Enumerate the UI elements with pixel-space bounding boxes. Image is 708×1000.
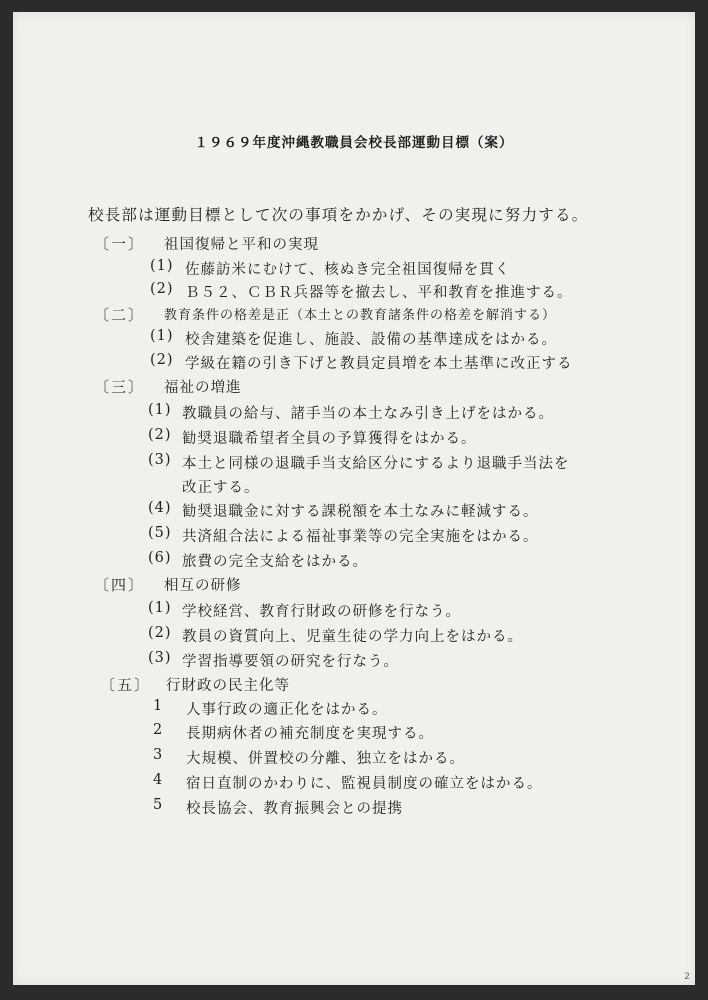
section-3-item-3-num: (3) <box>148 452 172 468</box>
section-5-item-3: 大規模、併置校の分離、独立をはかる。 <box>186 751 465 767</box>
section-3-item-6: 旅費の完全支給をはかる。 <box>182 554 368 570</box>
section-4-item-2: 教員の資質向上、児童生徒の学力向上をはかる。 <box>182 629 523 645</box>
section-3-item-1-num: (1) <box>148 402 172 418</box>
section-4-item-1-num: (1) <box>148 600 172 616</box>
section-2-item-1: 校舎建築を促進し、施設、設備の基準達成をはかる。 <box>185 332 557 348</box>
section-3-item-4-num: (4) <box>148 500 172 516</box>
section-3-item-6-num: (6) <box>148 550 172 566</box>
document-title: １９６９年度沖縄教職員会校長部運動目標（案） <box>194 135 514 151</box>
page-number: 2 <box>684 972 690 982</box>
section-1-marker: 〔一〕 <box>94 235 146 253</box>
intro-text: 校長部は運動目標として次の事項をかかげ、その実現に努力する。 <box>88 206 589 224</box>
section-3-item-5: 共済組合法による福祉事業等の完全実施をはかる。 <box>182 529 539 545</box>
section-2-heading: 教育条件の格差是正（本土との教育諸条件の格差を解消する） <box>164 308 557 323</box>
section-5-item-1-num: 1 <box>153 698 164 714</box>
section-5-item-5-num: 5 <box>153 797 164 813</box>
section-5-item-4: 宿日直制のかわりに、監視員制度の確立をはかる。 <box>186 776 543 792</box>
section-4-item-3: 学習指導要領の研究を行なう。 <box>182 654 399 670</box>
section-4-item-3-num: (3) <box>148 650 172 666</box>
section-2-marker: 〔二〕 <box>94 306 146 324</box>
section-4-item-2-num: (2) <box>148 625 172 641</box>
section-5-heading: 行財政の民主化等 <box>166 678 290 694</box>
section-3-item-5-num: (5) <box>148 525 172 541</box>
section-1-item-2-num: (2) <box>150 281 174 297</box>
section-4-marker: 〔四〕 <box>94 576 146 594</box>
section-4-item-1: 学校経営、教育行財政の研修を行なう。 <box>182 604 461 620</box>
section-3-item-4: 勧奨退職金に対する課税額を本土なみに軽減する。 <box>182 504 539 520</box>
section-1-heading: 祖国復帰と平和の実現 <box>164 237 319 253</box>
section-2-item-2-num: (2) <box>150 352 174 368</box>
section-3-item-1: 教職員の給与、諸手当の本土なみ引き上げをはかる。 <box>182 406 554 422</box>
section-3-heading: 福祉の増進 <box>164 380 242 396</box>
section-5-item-5: 校長協会、教育振興会との提携 <box>186 801 403 817</box>
section-4-heading: 相互の研修 <box>164 578 242 594</box>
section-2-item-2: 学級在籍の引き下げと教員定員増を本土基準に改正する <box>185 356 573 372</box>
section-5-marker: 〔五〕 <box>100 676 152 694</box>
document-sheet <box>13 12 695 985</box>
section-1-item-2: Ｂ５２、ＣＢＲ兵器等を撤去し、平和教育を推進する。 <box>185 285 573 301</box>
section-5-item-2-num: 2 <box>153 722 164 738</box>
section-3-item-2-num: (2) <box>148 427 172 443</box>
section-3-item-2: 勧奨退職希望者全員の予算獲得をはかる。 <box>182 431 477 447</box>
section-1-item-1-num: (1) <box>150 258 174 274</box>
section-5-item-3-num: 3 <box>153 747 164 763</box>
section-5-item-1: 人事行政の適正化をはかる。 <box>186 702 388 718</box>
section-2-item-1-num: (1) <box>150 328 174 344</box>
section-3-marker: 〔三〕 <box>94 378 146 396</box>
section-3-item-3-cont: 改正する。 <box>182 480 260 496</box>
section-1-item-1: 佐藤訪米にむけて、核ぬき完全祖国復帰を貫く <box>185 262 511 278</box>
section-5-item-4-num: 4 <box>153 772 164 788</box>
section-5-item-2: 長期病休者の補充制度を実現する。 <box>186 726 434 742</box>
section-3-item-3: 本土と同様の退職手当支給区分にするより退職手当法を <box>182 456 570 472</box>
